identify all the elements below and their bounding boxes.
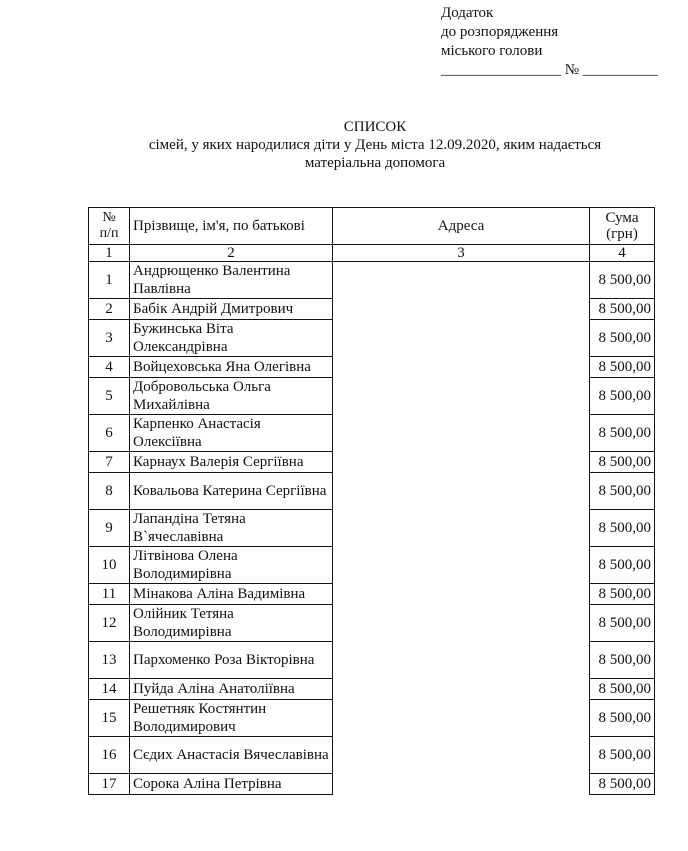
families-table <box>88 207 655 795</box>
table-row <box>89 473 655 510</box>
row-address <box>333 774 590 795</box>
row-name: Сєдих Анастасія Вячеславівна <box>130 737 333 774</box>
row-sum-value: 8 500,00 <box>598 520 651 536</box>
row-number: 15 <box>89 700 130 737</box>
row-name: Решетняк Костянтин Володимирович <box>130 700 333 737</box>
row-name: Пуйда Аліна Анатоліївна <box>130 679 333 700</box>
table-row <box>89 299 655 320</box>
row-number: 4 <box>89 357 130 378</box>
row-sum <box>590 452 655 473</box>
row-sum-value: 8 500,00 <box>598 681 651 697</box>
row-sum-value: 8 500,00 <box>598 615 651 631</box>
table-row <box>89 378 655 415</box>
header-num <box>89 208 130 245</box>
appendix-note <box>441 4 658 80</box>
table-row <box>89 452 655 473</box>
row-sum-value: 8 500,00 <box>598 557 651 573</box>
column-number: 4 <box>590 245 655 262</box>
column-number: 3 <box>333 245 590 262</box>
row-sum-value: 8 500,00 <box>598 388 651 404</box>
row-address <box>333 547 590 584</box>
row-sum <box>590 299 655 320</box>
row-name: Пархоменко Роза Вікторівна <box>130 642 333 679</box>
row-sum <box>590 737 655 774</box>
row-sum <box>590 547 655 584</box>
header-sum-text: Сума (грн) <box>605 210 639 242</box>
table-row <box>89 510 655 547</box>
row-sum <box>590 415 655 452</box>
table-row <box>89 700 655 737</box>
row-number: 6 <box>89 415 130 452</box>
column-number: 2 <box>130 245 333 262</box>
column-numbers-row <box>89 245 655 262</box>
appendix-line: до розпорядження <box>441 24 559 40</box>
row-sum-value: 8 500,00 <box>598 652 651 668</box>
table-row <box>89 642 655 679</box>
row-address <box>333 415 590 452</box>
row-sum-value: 8 500,00 <box>598 454 651 470</box>
row-number: 2 <box>89 299 130 320</box>
row-sum <box>590 774 655 795</box>
row-name: Літвінова Олена Володимирівна <box>130 547 333 584</box>
row-sum <box>590 584 655 605</box>
row-address <box>333 262 590 299</box>
appendix-line: міського голови <box>441 43 543 59</box>
row-sum-value: 8 500,00 <box>598 359 651 375</box>
table-row <box>89 320 655 357</box>
title-heading: СПИСОК <box>343 119 407 135</box>
row-sum <box>590 262 655 299</box>
row-number: 9 <box>89 510 130 547</box>
row-address <box>333 452 590 473</box>
row-sum <box>590 679 655 700</box>
table-row <box>89 584 655 605</box>
document-title <box>40 118 688 172</box>
table-row <box>89 737 655 774</box>
row-sum-value: 8 500,00 <box>598 330 651 346</box>
row-address <box>333 679 590 700</box>
header-sum <box>590 208 655 245</box>
row-sum <box>590 605 655 642</box>
row-address <box>333 378 590 415</box>
column-number: 1 <box>89 245 130 262</box>
row-sum-value: 8 500,00 <box>598 747 651 763</box>
row-sum <box>590 642 655 679</box>
header-address: Адреса <box>333 208 590 245</box>
row-number: 3 <box>89 320 130 357</box>
row-name: Мінакова Аліна Вадимівна <box>130 584 333 605</box>
row-name: Сорока Аліна Петрівна <box>130 774 333 795</box>
row-sum-value: 8 500,00 <box>598 483 651 499</box>
table-row <box>89 415 655 452</box>
appendix-signature-line: ________________ № __________ <box>441 62 658 78</box>
row-name: Карпенко Анастасія Олексіївна <box>130 415 333 452</box>
header-name: Прізвище, ім'я, по батькові <box>130 208 333 245</box>
row-sum-value: 8 500,00 <box>598 425 651 441</box>
row-number: 11 <box>89 584 130 605</box>
row-address <box>333 605 590 642</box>
row-number: 17 <box>89 774 130 795</box>
row-sum <box>590 378 655 415</box>
table-row <box>89 774 655 795</box>
row-number: 12 <box>89 605 130 642</box>
row-name: Войцеховська Яна Олегівна <box>130 357 333 378</box>
row-address <box>333 510 590 547</box>
row-address <box>333 320 590 357</box>
table-row <box>89 605 655 642</box>
row-sum-value: 8 500,00 <box>598 776 651 792</box>
row-address <box>333 642 590 679</box>
row-number: 14 <box>89 679 130 700</box>
title-line: сімей, у яких народилися діти у День міста 12.09.2020, яким надається <box>148 137 602 153</box>
row-name: Бужинська Віта Олександрівна <box>130 320 333 357</box>
row-name: Карнаух Валерія Сергіївна <box>130 452 333 473</box>
table-row <box>89 547 655 584</box>
row-name: Андрющенко Валентина Павлівна <box>130 262 333 299</box>
appendix-line: Додаток <box>441 5 494 21</box>
title-line: матеріальна допомога <box>304 155 446 171</box>
table-header-row <box>89 208 655 245</box>
row-name: Бабік Андрій Дмитрович <box>130 299 333 320</box>
row-sum-value: 8 500,00 <box>598 272 651 288</box>
row-number: 7 <box>89 452 130 473</box>
row-sum-value: 8 500,00 <box>598 301 651 317</box>
table-row <box>89 357 655 378</box>
row-number: 1 <box>89 262 130 299</box>
row-address <box>333 700 590 737</box>
row-name: Лапандіна Тетяна В`ячеславівна <box>130 510 333 547</box>
row-address <box>333 473 590 510</box>
row-sum <box>590 473 655 510</box>
row-number: 8 <box>89 473 130 510</box>
row-name: Олійник Тетяна Володимирівна <box>130 605 333 642</box>
row-address <box>333 737 590 774</box>
row-name: Добровольська Ольга Михайлівна <box>130 378 333 415</box>
table-row <box>89 262 655 299</box>
row-sum <box>590 357 655 378</box>
row-sum <box>590 320 655 357</box>
row-address <box>333 299 590 320</box>
row-address <box>333 357 590 378</box>
row-number: 5 <box>89 378 130 415</box>
row-number: 16 <box>89 737 130 774</box>
table-row <box>89 679 655 700</box>
row-sum-value: 8 500,00 <box>598 586 651 602</box>
row-sum-value: 8 500,00 <box>598 710 651 726</box>
row-number: 13 <box>89 642 130 679</box>
row-name: Ковальова Катерина Сергіївна <box>130 473 333 510</box>
row-number: 10 <box>89 547 130 584</box>
row-sum <box>590 700 655 737</box>
row-sum <box>590 510 655 547</box>
row-address <box>333 584 590 605</box>
header-num-text: № п/п <box>99 210 119 241</box>
